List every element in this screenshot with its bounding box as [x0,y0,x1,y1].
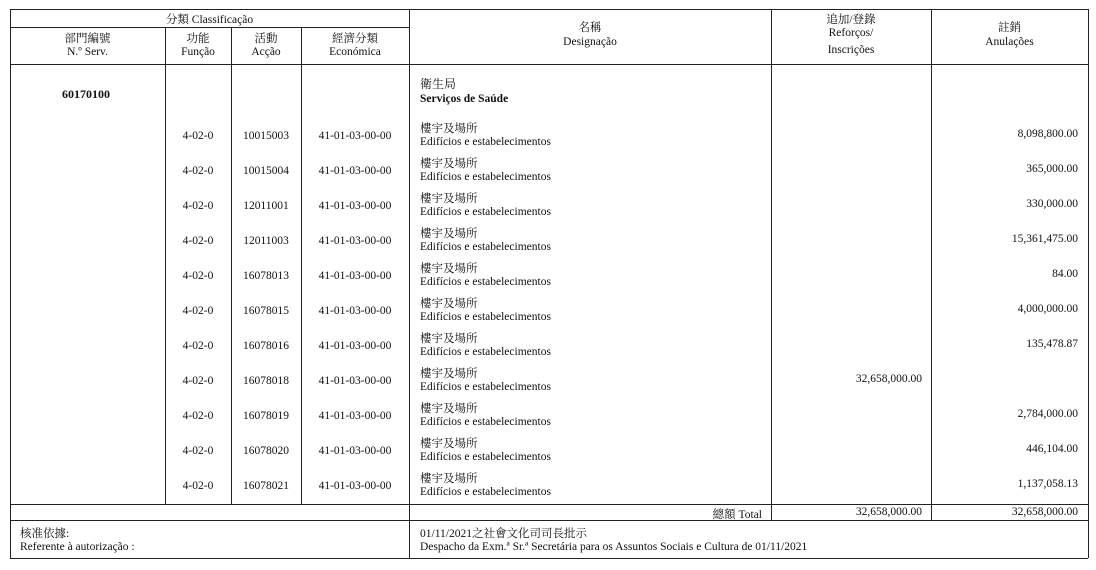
row-desc-pt: Edifícios e estabelecimentos [420,416,551,428]
row-anulacoes: 446,104.00 [1026,443,1078,455]
header-func-zh: 功能 [186,33,210,45]
row-desc-zh: 樓宇及場所 [420,123,478,135]
header-dept-pt: N.º Serv. [67,46,108,58]
row-accao: 12011001 [243,200,289,212]
row-desc-pt: Edifícios e estabelecimentos [420,486,551,498]
row-funcao: 4-02-0 [182,375,214,387]
row-desc-zh: 樓宇及場所 [420,263,478,275]
total-reforcos: 32,658,000.00 [855,506,922,518]
row-economica: 41-01-03-00-00 [318,340,392,352]
total-label: 總額 Total [712,509,762,521]
row-desc-zh: 樓宇及場所 [420,228,478,240]
row-funcao: 4-02-0 [182,270,214,282]
table-row [0,190,1096,225]
header-func-pt: Função [181,46,215,58]
row-funcao: 4-02-0 [182,200,214,212]
footer-text-zh: 01/11/2021之社會文化司司長批示 [420,528,587,540]
header-acc-zh: 活動 [254,33,278,45]
table-row [0,155,1096,190]
footer-label-pt: Referente à autorização : [20,541,135,553]
row-funcao: 4-02-0 [182,305,214,317]
row-anulacoes: 84.00 [1052,268,1078,280]
row-economica: 41-01-03-00-00 [318,200,392,212]
header-anul-zh: 註銷 [998,22,1021,34]
table-row [0,470,1096,505]
row-accao: 16078015 [243,305,289,317]
row-anulacoes: 135,478.87 [1026,338,1078,350]
department-name-zh: 衛生局 [420,77,457,91]
header-eco-pt: Económica [329,46,381,58]
header-ref-pt2: Inscrições [827,44,875,56]
row-desc-zh: 樓宇及場所 [420,473,478,485]
header-eco-zh: 經濟分類 [332,33,378,45]
footer-label-zh: 核准依據: [20,528,70,540]
row-desc-pt: Edifícios e estabelecimentos [420,276,551,288]
row-desc-zh: 樓宇及場所 [420,193,478,205]
row-reforcos: 32,658,000.00 [855,373,922,385]
row-economica: 41-01-03-00-00 [318,235,392,247]
total-anulacoes: 32,658,000.00 [1011,506,1078,518]
row-economica: 41-01-03-00-00 [318,480,392,492]
row-accao: 16078020 [243,445,289,457]
row-accao: 16078013 [243,270,289,282]
table-row [0,365,1096,400]
header-ref-zh: 追加/登錄 [826,14,876,26]
table-row [0,295,1096,330]
row-economica: 41-01-03-00-00 [318,130,392,142]
total-bottom-border [10,520,1088,521]
row-anulacoes: 1,137,058.13 [1017,478,1078,490]
header-desig-pt: Designação [563,36,617,48]
row-funcao: 4-02-0 [182,235,214,247]
header-bottom-border [10,64,1088,65]
header-ref-pt1: Reforços/ [828,27,874,39]
row-desc-zh: 樓宇及場所 [420,333,478,345]
row-anulacoes: 2,784,000.00 [1017,408,1078,420]
row-desc-pt: Edifícios e estabelecimentos [420,381,551,393]
row-desc-pt: Edifícios e estabelecimentos [420,241,551,253]
row-anulacoes: 8,098,800.00 [1017,128,1078,140]
row-desc-zh: 樓宇及場所 [420,438,478,450]
header-anul-pt: Anulações [985,36,1034,48]
footer-divider [409,520,410,558]
table-row [0,260,1096,295]
row-economica: 41-01-03-00-00 [318,445,392,457]
row-anulacoes: 15,361,475.00 [1011,233,1078,245]
row-anulacoes: 330,000.00 [1026,198,1078,210]
row-desc-zh: 樓宇及場所 [420,368,478,380]
row-economica: 41-01-03-00-00 [318,305,392,317]
row-desc-zh: 樓宇及場所 [420,403,478,415]
row-desc-pt: Edifícios e estabelecimentos [420,206,551,218]
department-name-pt: Serviços de Saúde [420,93,509,105]
row-funcao: 4-02-0 [182,445,214,457]
row-desc-zh: 樓宇及場所 [420,158,478,170]
classification-divider [10,27,409,28]
table-top-border [10,9,1088,10]
row-accao: 10015004 [243,165,289,177]
row-desc-pt: Edifícios e estabelecimentos [420,311,551,323]
table-bottom-border [10,558,1088,559]
row-desc-pt: Edifícios e estabelecimentos [420,451,551,463]
row-economica: 41-01-03-00-00 [318,270,392,282]
header-classification: 分類 Classificação [165,14,254,26]
row-economica: 41-01-03-00-00 [318,410,392,422]
header-desig-zh: 名稱 [578,22,602,34]
row-desc-pt: Edifícios e estabelecimentos [420,346,551,358]
row-desc-pt: Edifícios e estabelecimentos [420,171,551,183]
row-accao: 10015003 [243,130,289,142]
row-accao: 16078019 [243,410,289,422]
row-desc-pt: Edifícios e estabelecimentos [420,136,551,148]
row-funcao: 4-02-0 [182,130,214,142]
row-economica: 41-01-03-00-00 [318,165,392,177]
row-accao: 16078018 [243,375,289,387]
table-row [0,400,1096,435]
row-economica: 41-01-03-00-00 [318,375,392,387]
row-funcao: 4-02-0 [182,410,214,422]
table-row [0,435,1096,470]
row-funcao: 4-02-0 [182,340,214,352]
table-row [0,120,1096,155]
row-accao: 12011003 [243,235,289,247]
row-anulacoes: 4,000,000.00 [1017,303,1078,315]
header-acc-pt: Acção [251,46,281,58]
footer-text-pt: Despacho da Exm.ª Sr.ª Secretária para os Assuntos Sociais e Cultura de 01/11/2021 [420,541,808,553]
table-row [0,330,1096,365]
row-anulacoes: 365,000.00 [1026,163,1078,175]
row-accao: 16078016 [243,340,289,352]
header-dept-zh: 部門編號 [64,33,111,45]
row-funcao: 4-02-0 [182,480,214,492]
row-funcao: 4-02-0 [182,165,214,177]
table-row [0,225,1096,260]
department-code: 60170100 [62,87,110,101]
row-desc-zh: 樓宇及場所 [420,298,478,310]
row-accao: 16078021 [243,480,289,492]
